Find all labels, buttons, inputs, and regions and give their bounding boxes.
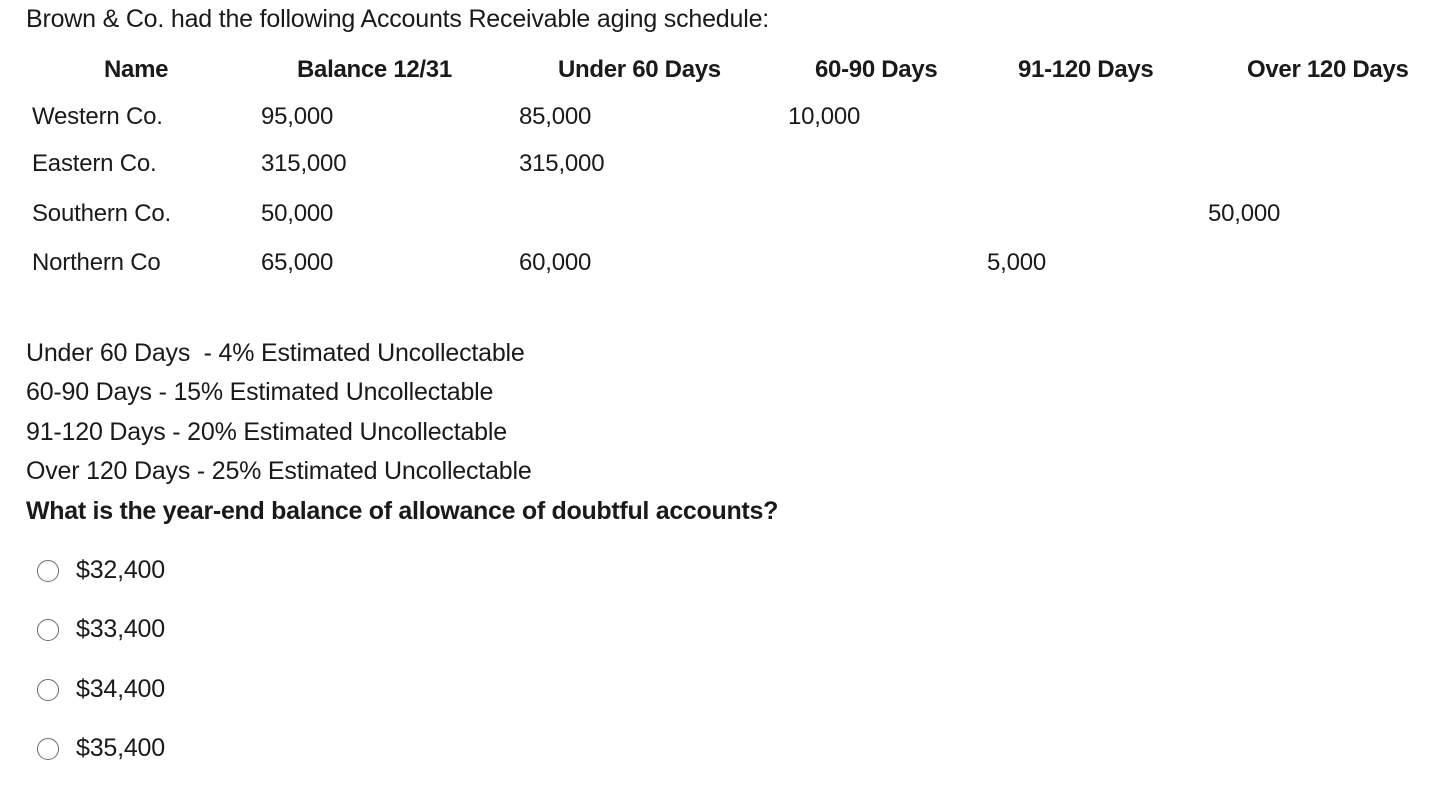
radio-button-icon[interactable] [37,738,59,760]
row-balance: 65,000 [261,249,334,276]
row-balance: 50,000 [261,200,334,227]
radio-button-icon[interactable] [37,560,59,582]
row-name: Southern Co. [32,200,172,227]
answer-option-label: $35,400 [76,734,165,762]
header-balance: Balance 12/31 [297,56,452,83]
row-60-90: 10,000 [788,103,861,130]
row-under-60: 85,000 [519,103,592,130]
radio-button-icon[interactable] [37,619,59,641]
header-over-120: Over 120 Days [1247,56,1409,83]
answer-option-label: $33,400 [76,615,165,643]
answer-option-2[interactable] [37,615,165,644]
answer-option-4[interactable] [37,734,165,763]
rate-60-90: 60-90 Days - 15% Estimated Uncollectable [26,378,494,406]
header-under-60: Under 60 Days [558,56,721,83]
question-text: What is the year-end balance of allowance of doubtful accounts? [26,497,779,525]
answer-option-label: $32,400 [76,556,165,584]
question-intro: Brown & Co. had the following Accounts Receivable aging schedule: [26,5,770,33]
answer-option-3[interactable] [37,675,165,704]
row-91-120: 5,000 [987,249,1047,276]
header-name: Name [104,56,169,83]
row-name: Eastern Co. [32,150,157,177]
row-under-60: 315,000 [519,150,605,177]
row-under-60: 60,000 [519,249,592,276]
answer-option-label: $34,400 [76,675,165,703]
header-91-120: 91-120 Days [1018,56,1154,83]
row-balance: 95,000 [261,103,334,130]
row-name: Western Co. [32,103,163,130]
radio-button-icon[interactable] [37,679,59,701]
rate-over-120: Over 120 Days - 25% Estimated Uncollectable [26,457,532,485]
header-60-90: 60-90 Days [815,56,938,83]
rate-under-60: Under 60 Days - 4% Estimated Uncollectable [26,339,525,367]
row-name: Northern Co [32,249,161,276]
row-over-120: 50,000 [1208,200,1281,227]
rate-91-120: 91-120 Days - 20% Estimated Uncollectable [26,418,507,446]
row-balance: 315,000 [261,150,347,177]
answer-option-1[interactable] [37,556,165,585]
